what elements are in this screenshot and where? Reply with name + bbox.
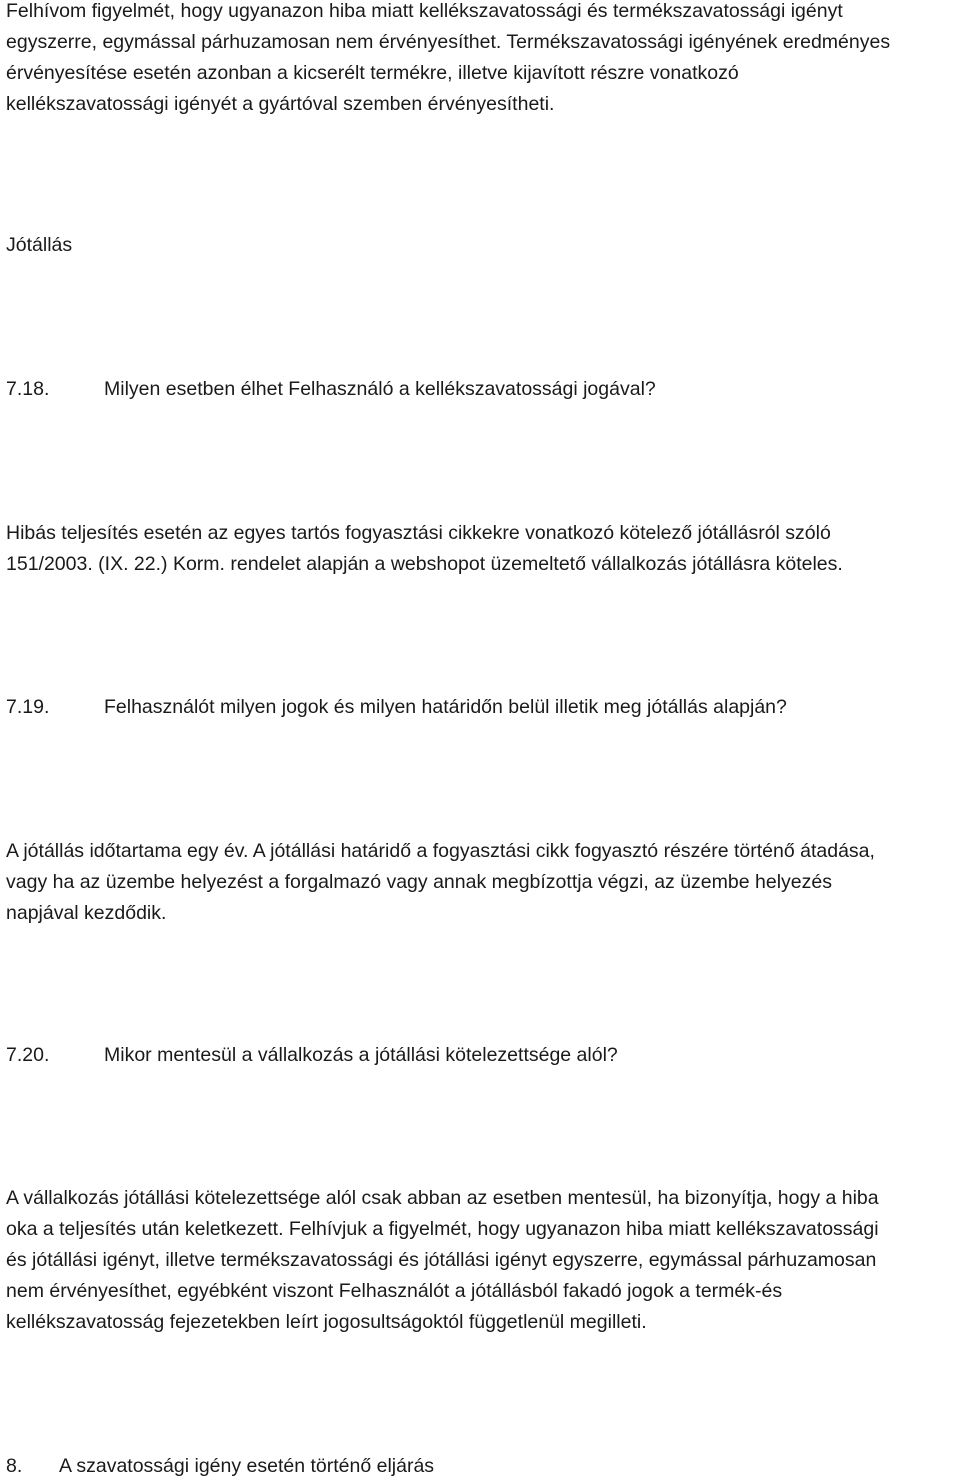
q719-answer-line-3: napjával kezdődik. [6,902,167,924]
q718-answer-line-2: 151/2003. (IX. 22.) Korm. rendelet alapján a webshopot üzemeltető vállalkozás jótállásra köteles. [6,553,843,575]
q718-heading [6,374,956,405]
q719-answer-line-2: vagy ha az üzembe helyezést a forgalmazó vagy annak megbízottja végzi, az üzembe helyezés [6,871,832,893]
q718-answer-line-1: Hibás teljesítés esetén az egyes tartós fogyasztási cikkekre vonatkozó kötelező jótállásról szóló [6,522,831,544]
q720-answer [6,1183,956,1338]
intro-line-1: Felhívom figyelmét, hogy ugyanazon hiba miatt kellékszavatossági és termékszavatossági igényt [6,0,843,22]
q719-answer [6,836,956,929]
section8-title: A szavatossági igény esetén történő eljárás [59,1455,435,1477]
q719-answer-line-1: A jótállás időtartama egy év. A jótállási határidő a fogyasztási cikk fogyasztó részére történő átadása, [6,840,875,862]
section8-heading [6,1451,956,1482]
intro-paragraph [6,0,956,120]
q718-number: 7.18. [6,378,50,400]
intro-line-3: érvényesítése esetén azonban a kicserélt termékre, illetve kijavított részre vonatkozó [6,62,739,84]
q719-question: Felhasználót milyen jogok és milyen határidőn belül illetik meg jótállás alapján? [104,696,787,718]
q720-number: 7.20. [6,1044,50,1066]
q720-answer-line-5: kellékszavatosság fejezetekben leírt jogosultságoktól függetlenül megilleti. [6,1311,647,1333]
q719-number: 7.19. [6,696,50,718]
intro-line-2: egyszerre, egymással párhuzamosan nem érvényesíthet. Termékszavatossági igényének eredményes [6,31,891,53]
intro-line-4: kellékszavatossági igényét a gyártóval szemben érvényesítheti. [6,93,555,115]
section-title [6,230,956,261]
q718-question: Milyen esetben élhet Felhasználó a kellékszavatossági jogával? [104,378,656,400]
q720-answer-line-3: és jótállási igényt, illetve termékszavatossági és jótállási igényt egyszerre, egymással párhuzamosan [6,1249,877,1271]
q720-answer-line-2: oka a teljesítés után keletkezett. Felhívjuk a figyelmét, hogy ugyanazon hiba miatt kellékszavatossági [6,1218,879,1240]
q719-heading [6,692,956,723]
q720-heading [6,1040,956,1071]
q720-answer-line-1: A vállalkozás jótállási kötelezettsége alól csak abban az esetben mentesül, ha bizonyítja, hogy a hiba [6,1187,879,1209]
section-title-text: Jótállás [6,234,73,256]
q720-answer-line-4: nem érvényesíthet, egyébként viszont Felhasználót a jótállásból fakadó jogok a termék-és [6,1280,783,1302]
q718-answer [6,518,956,580]
q720-question: Mikor mentesül a vállalkozás a jótállási kötelezettsége alól? [104,1044,618,1066]
section8-number: 8. [6,1455,23,1477]
